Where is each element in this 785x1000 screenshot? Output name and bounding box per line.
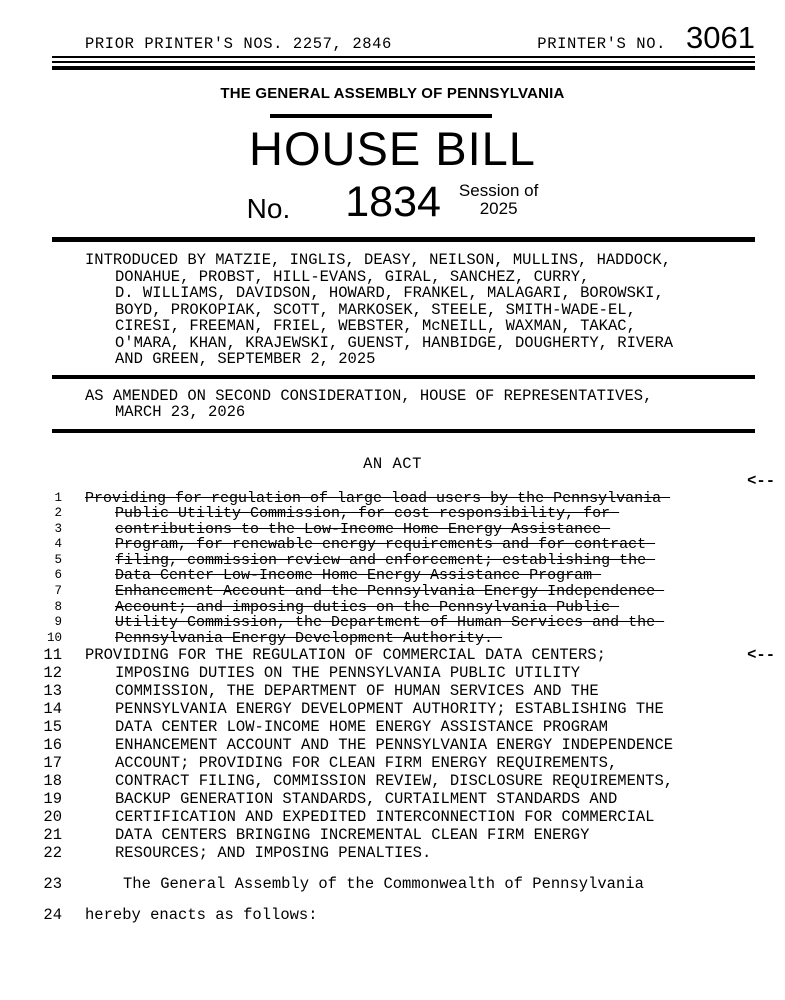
thick-rule-divider (52, 375, 755, 379)
line-text: contributions to the Low-Income Home Energy Assistance (115, 520, 602, 538)
line-number: 14 (43, 700, 62, 719)
bill-line (40, 584, 785, 600)
bill-line (40, 736, 785, 754)
line-number: 5 (54, 552, 62, 567)
line-number: 7 (54, 584, 62, 599)
amendment-insert-marker: <-- (747, 471, 775, 490)
line-number: 12 (43, 664, 62, 683)
line-number: 6 (54, 568, 62, 583)
line-text: Utility Commission, the Department of Human Services and the (115, 614, 656, 632)
introduced-line: O'MARA, KHAN, KRAJEWSKI, GUENST, HANBIDGE, DOUGHERTY, RIVERA (115, 333, 674, 352)
introduced-line: INTRODUCED BY MATZIE, INGLIS, DEASY, NEILSON, MULLINS, HADDOCK, (85, 251, 671, 269)
line-text: The General Assembly of the Commonwealth of Pennsylvania (123, 875, 644, 894)
bill-line (40, 808, 785, 826)
line-number: 2 (54, 506, 62, 521)
introduced-line: D. WILLIAMS, DAVIDSON, HOWARD, FRANKEL, MALAGARI, BOROWSKI, (115, 284, 664, 302)
introduced-line: AND GREEN, SEPTEMBER 2, 2025 (115, 350, 376, 368)
bill-line (40, 491, 785, 507)
line-number: 18 (43, 772, 62, 791)
bill-line (40, 700, 785, 718)
line-text: Enhancement Account and the Pennsylvania Energy Independence (115, 583, 656, 601)
line-text: ENHANCEMENT ACCOUNT AND THE PENNSYLVANIA ENERGY INDEPENDENCE (115, 736, 674, 755)
line-number: 9 (54, 615, 62, 630)
bill-line (40, 906, 785, 924)
bill-line (40, 826, 785, 844)
printer-header-row (52, 20, 755, 58)
introduced-line: DONAHUE, PROBST, HILL-EVANS, GIRAL, SANCHEZ, CURRY, (115, 267, 590, 286)
bill-number: 1834 (345, 178, 441, 226)
line-text: DATA CENTER LOW-INCOME HOME ENERGY ASSISTANCE PROGRAM (115, 718, 608, 737)
bill-line (40, 718, 785, 736)
bill-line (40, 772, 785, 790)
line-text: filing, commission review and enforcement; establishing the (115, 551, 647, 569)
line-text: Pennsylvania Energy Development Authority. (115, 629, 494, 647)
session-year: 2025 (479, 199, 518, 218)
line-number: 23 (43, 875, 62, 894)
bill-line (40, 615, 785, 631)
printers-no-group (537, 20, 755, 55)
line-text: IMPOSING DUTIES ON THE PENNSYLVANIA PUBLIC UTILITY (115, 664, 581, 683)
bill-line (40, 600, 785, 616)
line-number: 24 (43, 906, 62, 925)
line-text: hereby enacts as follows: (85, 906, 318, 925)
amended-line: MARCH 23, 2026 (115, 403, 246, 421)
bill-line (40, 537, 785, 553)
line-text: Account; and imposing duties on the Pennsylvania Public (115, 598, 611, 616)
introduced-line: CIRESI, FREEMAN, FRIEL, WEBSTER, McNEILL, WAXMAN, TAKAC, (115, 317, 636, 335)
bill-line (40, 553, 785, 569)
session-label: Session of (458, 181, 539, 200)
bill-line (40, 522, 785, 538)
amended-line: AS AMENDED ON SECOND CONSIDERATION, HOUSE OF REPRESENTATIVES, (85, 386, 653, 405)
line-text: RESOURCES; AND IMPOSING PENALTIES. (115, 844, 432, 863)
line-text: Program, for renewable energy requirements and for contract (115, 536, 647, 554)
line-number: 21 (43, 826, 62, 845)
bill-line (40, 875, 785, 893)
line-number: 1 (54, 490, 62, 505)
line-text: BACKUP GENERATION STANDARDS, CURTAILMENT STANDARDS AND (115, 790, 618, 809)
bill-line (40, 646, 785, 664)
line-number: 17 (43, 754, 62, 773)
line-number: 4 (54, 537, 62, 552)
line-number: 20 (43, 808, 62, 827)
bill-line (40, 682, 785, 700)
bill-line (40, 754, 785, 772)
insert-marker: <-- (747, 646, 775, 665)
line-text: PENNSYLVANIA ENERGY DEVELOPMENT AUTHORITY; ESTABLISHING THE (115, 700, 664, 719)
no-label: No. (246, 193, 291, 224)
printers-no-value: 3061 (686, 20, 755, 55)
bill-line (40, 568, 785, 584)
introduced-by-block (85, 252, 755, 368)
line-text: Data Center Low-Income Home Energy Assistance Program (115, 567, 593, 585)
line-number: 11 (43, 646, 62, 665)
line-number: 13 (43, 682, 62, 701)
an-act-heading: AN ACT (363, 454, 422, 473)
short-rule-divider (270, 114, 492, 118)
line-number: 10 (46, 630, 62, 645)
bill-type-title: HOUSE BILL (249, 122, 536, 175)
double-rule-divider (52, 61, 755, 70)
line-text: PROVIDING FOR THE REGULATION OF COMMERCIAL DATA CENTERS; (85, 646, 606, 665)
line-text: Public Utility Commission, for cost responsibility, for (115, 505, 611, 523)
assembly-title: THE GENERAL ASSEMBLY OF PENNSYLVANIA (220, 85, 565, 102)
line-number: 15 (43, 718, 62, 737)
session-block (459, 182, 538, 218)
line-text: Providing for regulation of large load users by the Pennsylvania (85, 489, 662, 507)
thick-rule-divider (52, 237, 755, 242)
line-number: 3 (54, 521, 62, 536)
line-text: ACCOUNT; PROVIDING FOR CLEAN FIRM ENERGY REQUIREMENTS, (115, 754, 618, 773)
printers-no-label: PRINTER'S NO. (537, 35, 667, 53)
line-text: DATA CENTERS BRINGING INCREMENTAL CLEAN FIRM ENERGY (115, 826, 590, 845)
line-number: 16 (43, 736, 62, 755)
bill-line (40, 844, 785, 862)
line-text: COMMISSION, THE DEPARTMENT OF HUMAN SERVICES AND THE (115, 682, 599, 701)
line-text: CONTRACT FILING, COMMISSION REVIEW, DISCLOSURE REQUIREMENTS, (115, 772, 674, 791)
as-amended-block (85, 388, 755, 421)
bill-line (40, 631, 785, 647)
bill-line (40, 506, 785, 522)
line-number: 8 (54, 599, 62, 614)
bill-number-row (0, 179, 785, 229)
thick-rule-divider (52, 429, 755, 433)
line-number: 22 (43, 844, 62, 863)
prior-printers-label: PRIOR PRINTER'S NOS. 2257, 2846 (85, 35, 392, 53)
bill-line (40, 664, 785, 682)
line-number: 19 (43, 790, 62, 809)
introduced-line: BOYD, PROKOPIAK, SCOTT, MARKOSEK, STEELE, SMITH-WADE-EL, (115, 300, 636, 319)
bill-line (40, 790, 785, 808)
numbered-bill-text (0, 491, 785, 925)
line-text: CERTIFICATION AND EXPEDITED INTERCONNECTION FOR COMMERCIAL (115, 808, 655, 827)
